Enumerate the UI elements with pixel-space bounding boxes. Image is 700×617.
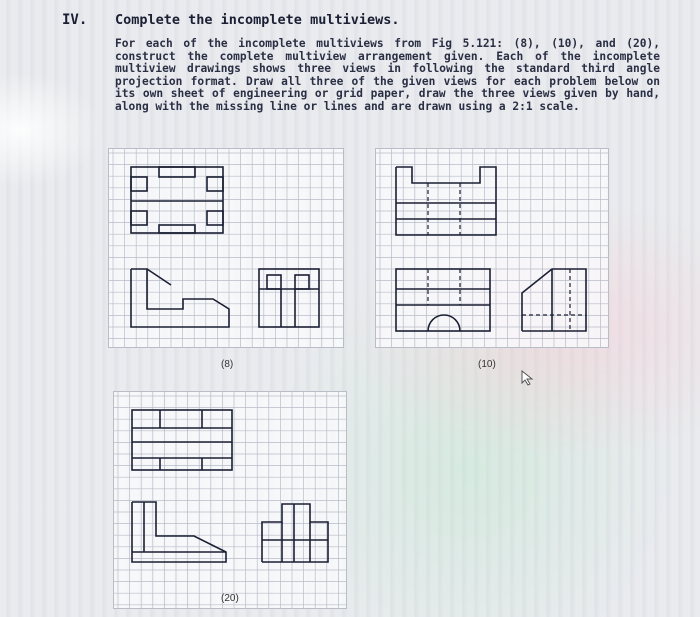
instructions-paragraph: For each of the incomplete multiviews from Fig 5.121: (8), (10), and (20), construct the complete multiview arrangement given. Each of the incomplete multiview drawings shows three views in following the standard third angle projection format. Draw all three of the given views for each problem below on its own sheet of engineering or grid paper, draw the three views given by hand, along with the missing line or lines and are drawn using a 2:1 scale. [115, 37, 660, 113]
figure-20-drawing [114, 392, 346, 608]
figure-20-grid [114, 392, 346, 608]
fig8-front-view [131, 269, 229, 327]
section-number: IV. [62, 12, 88, 28]
figure-20-label: (20) [221, 593, 239, 604]
figure-8-label: (8) [221, 359, 234, 370]
figure-20-panel [113, 391, 347, 609]
figure-10-panel [375, 148, 609, 348]
fig10-top-view [396, 167, 496, 235]
fig20-side-view [262, 504, 328, 562]
fig20-front-view [132, 502, 226, 562]
figure-8-panel [108, 148, 344, 348]
figure-8-grid [109, 149, 343, 347]
figure-10-label: (10) [478, 359, 496, 370]
figure-8-drawing [109, 149, 343, 347]
mouse-pointer-icon [521, 370, 535, 386]
fig10-front-view [396, 269, 490, 331]
figure-10-drawing [376, 149, 608, 347]
figure-10-grid [376, 149, 608, 347]
section-title: Complete the incomplete multiviews. [115, 12, 400, 28]
